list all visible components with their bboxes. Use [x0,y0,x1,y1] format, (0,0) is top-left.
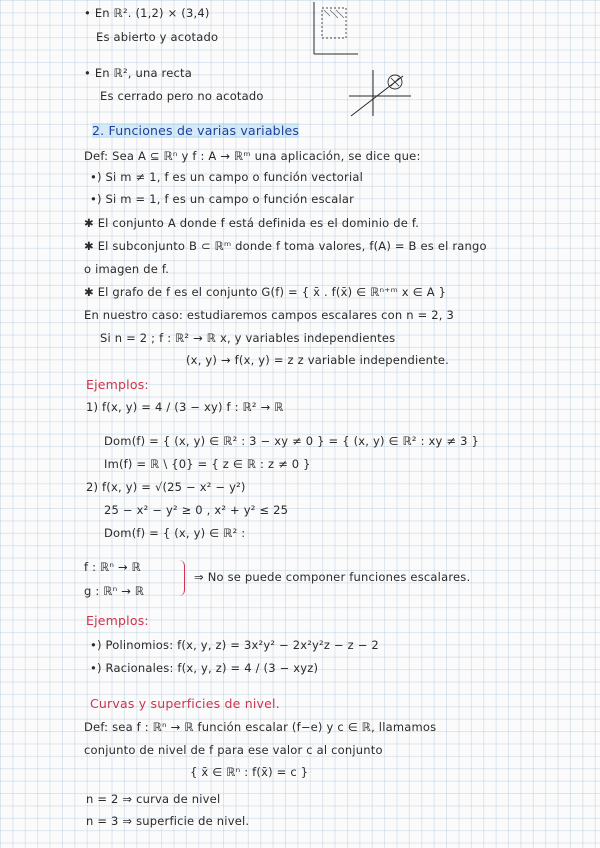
note-line [84,285,446,299]
note-line [90,638,379,652]
definition-line [84,720,436,734]
line-text: •) Si m = 1, f es un campo o función escalar [90,192,355,206]
note-line [104,457,311,471]
note-line [84,262,169,276]
note-line [90,661,318,675]
line-text: Si n = 2 ; f : ℝ² → ℝ x, y variables independientes [100,331,396,345]
definition-line [84,149,421,163]
examples-heading [86,614,149,628]
line-text: ✱ El conjunto A donde f está definida es el dominio de f. [84,216,420,230]
line-text: Es cerrado pero no acotado [100,89,264,103]
note-line [104,503,288,517]
note-line [86,480,246,494]
line-text: En nuestro caso: estudiaremos campos escalares con n = 2, 3 [84,308,455,322]
note-line [84,6,210,20]
note-line [84,560,141,574]
curves-heading [90,697,280,711]
note-line [96,30,218,44]
line-text: f : ℝⁿ → ℝ [84,560,141,574]
note-line [86,400,284,414]
line-sketch [345,70,415,120]
note-line [90,192,354,206]
note-line [100,89,264,103]
note-line [84,239,487,253]
line-text: ✱ El subconjunto B ⊂ ℝᵐ donde f toma valores, f(A) = B es el rango [84,239,487,253]
note-line [190,765,308,779]
line-text: 25 − x² − y² ≥ 0 , x² + y² ≤ 25 [104,503,289,517]
open-rectangle-sketch [300,2,360,62]
line-text: ✱ El grafo de f es el conjunto G(f) = { x̄ . f(x̄) ∈ ℝⁿ⁺ᵐ x ∈ A } [84,285,447,299]
note-line [84,743,383,757]
line-text: Im(f) = ℝ \ {0} = { z ∈ ℝ : z ≠ 0 } [104,457,311,471]
line-text: { x̄ ∈ ℝⁿ : f(x̄) = c } [190,765,309,779]
line-text: 2) f(x, y) = √(25 − x² − y²) [86,480,246,494]
note-line [84,584,144,598]
note-line [86,792,220,806]
section-heading [92,124,299,138]
line-text: (x, y) → f(x, y) = z z variable independiente. [186,353,449,367]
line-text: n = 3 ⇒ superficie de nivel. [86,814,250,828]
line-text: •) Si m ≠ 1, f es un campo o función vectorial [90,170,364,184]
note-line [186,353,449,367]
line-text: 2. Funciones de varias variables [92,123,300,138]
line-text: Dom(f) = { (x, y) ∈ ℝ² : 3 − xy ≠ 0 } = { (x, y) ∈ ℝ² : xy ≠ 3 } [104,434,479,448]
note-line [84,308,454,322]
note-line [84,66,192,80]
examples-heading [86,378,149,392]
note-line [86,814,249,828]
line-text: •) Racionales: f(x, y, z) = 4 / (3 − xyz) [90,661,319,675]
line-text: conjunto de nivel de f para ese valor c al conjunto [84,743,383,757]
line-text: Ejemplos: [86,377,149,392]
note-line [90,170,363,184]
line-text: Ejemplos: [86,613,149,628]
line-text: • En ℝ², una recta [84,66,192,80]
line-text: 1) f(x, y) = 4 / (3 − xy) f : ℝ² → ℝ [86,400,284,414]
line-text: Def: Sea A ⊆ ℝⁿ y f : A → ℝᵐ una aplicación, se dice que: [84,149,421,163]
line-text: • En ℝ². (1,2) × (3,4) [84,6,210,20]
line-text: Def: sea f : ℝⁿ → ℝ función escalar (f−e) y c ∈ ℝ, llamamos [84,720,437,734]
note-line [194,570,470,584]
note-line [104,434,479,448]
note-line [100,331,395,345]
note-line [104,526,245,540]
line-text: •) Polinomios: f(x, y, z) = 3x²y² − 2x²y²z − z − 2 [90,638,379,652]
line-text: o imagen de f. [84,262,170,276]
line-text: Es abierto y acotado [96,30,219,44]
line-text: g : ℝⁿ → ℝ [84,584,145,598]
line-text: n = 2 ⇒ curva de nivel [86,792,221,806]
line-text: ⇒ No se puede componer funciones escalares. [194,570,471,584]
note-line [84,216,419,230]
line-text: Curvas y superficies de nivel. [90,696,280,711]
curly-brace [176,560,185,596]
line-text: Dom(f) = { (x, y) ∈ ℝ² : [104,526,246,540]
